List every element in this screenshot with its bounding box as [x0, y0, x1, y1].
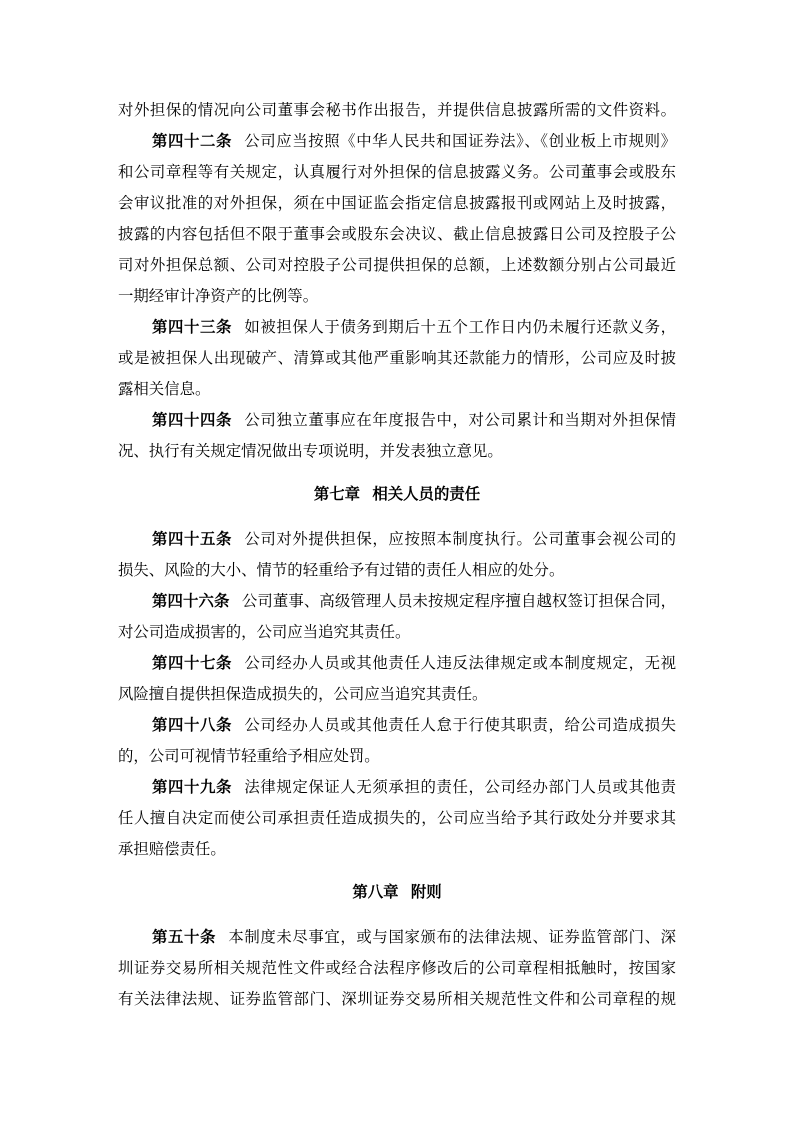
- article-text: 公司经办人员或其他责任人违反法律规定或本制度规定，无视: [244, 655, 676, 672]
- article-43-paragraph: [118, 312, 676, 405]
- article-line: [118, 772, 676, 803]
- article-number: 第四十五条: [152, 531, 233, 548]
- article-line: 的，公司可视情节轻重给予相应处罚。: [118, 748, 380, 765]
- article-line: [118, 524, 676, 555]
- article-text: 公司董事、高级管理人员未按规定程序擅自越权签订担保合同，: [241, 593, 676, 610]
- chapter-number: 第八章: [352, 884, 399, 901]
- article-line: 损失、风险的大小、情节的轻重给予有过错的责任人相应的处分。: [118, 562, 565, 579]
- article-line: 况、执行有关规定情况做出专项说明，并发表独立意见。: [118, 443, 503, 460]
- article-line: [118, 126, 676, 157]
- article-line: [118, 312, 676, 343]
- article-line: 会审议批准的对外担保，须在中国证监会指定信息披露报刊或网站上及时披露，: [118, 195, 676, 212]
- article-line: 有关法律法规、证券监管部门、深圳证券交易所相关规范性文件和公司章程的规: [118, 991, 676, 1008]
- chapter-title: 相关人员的责任: [372, 486, 481, 503]
- article-49-paragraph: [118, 772, 676, 865]
- article-line: 露相关信息。: [118, 381, 211, 398]
- article-line: [118, 710, 676, 741]
- article-line: 披露的内容包括但不限于董事会或股东会决议、截止信息披露日公司及控股子公: [118, 226, 676, 243]
- article-number: 第四十八条: [152, 717, 233, 734]
- article-number: 第四十六条: [152, 593, 230, 610]
- article-line: 和公司章程等有关规定，认真履行对外担保的信息披露义务。公司董事会或股东: [118, 164, 676, 181]
- article-47-paragraph: [118, 648, 676, 710]
- article-number: 第四十二条: [152, 133, 232, 150]
- article-50-paragraph: [118, 922, 676, 1015]
- article-number: 第四十九条: [152, 779, 233, 796]
- article-number: 第四十七条: [152, 655, 233, 672]
- article-line: 一期经审计净资产的比例等。: [118, 288, 319, 305]
- article-text: 法律规定保证人无须承担的责任，公司经办部门人员或其他责: [244, 779, 676, 796]
- article-line: 或是被担保人出现破产、清算或其他严重影响其还款能力的情形，公司应及时披: [118, 350, 676, 367]
- chapter-7-heading: [118, 479, 676, 510]
- article-line: 对公司造成损害的，公司应当追究其责任。: [118, 624, 411, 641]
- article-text: 公司经办人员或其他责任人怠于行使其职责，给公司造成损失: [244, 717, 676, 734]
- article-number: 第五十条: [152, 929, 217, 946]
- paragraph-line: 对外担保的情况向公司董事会秘书作出报告，并提供信息披露所需的文件资料。: [118, 102, 676, 119]
- article-text: 公司对外提供担保，应按照本制度执行。公司董事会视公司的: [244, 531, 676, 548]
- article-line: [118, 648, 676, 679]
- article-text: 如被担保人于债务到期后十五个工作日内仍未履行还款义务，: [244, 319, 676, 336]
- chapter-number: 第七章: [313, 486, 361, 503]
- article-line: [118, 405, 676, 436]
- article-line: 任人擅自决定而使公司承担责任造成损失的，公司应当给予其行政处分并要求其: [118, 810, 676, 827]
- chapter-title: 附则: [410, 884, 442, 901]
- article-line: 司对外担保总额、公司对控股子公司提供担保的总额，上述数额分别占公司最近: [118, 257, 676, 274]
- article-line: 承担赔偿责任。: [118, 841, 226, 858]
- article-42-paragraph: [118, 126, 676, 312]
- article-line: 风险擅自提供担保造成损失的，公司应当追究其责任。: [118, 686, 488, 703]
- article-text: 公司独立董事应在年度报告中，对公司累计和当期对外担保情: [244, 412, 676, 429]
- chapter-8-heading: [118, 877, 676, 908]
- intro-paragraph: [118, 95, 676, 126]
- article-text: 公司应当按照《中华人民共和国证券法》、《创业板上市规则》: [244, 133, 676, 150]
- article-46-paragraph: [118, 586, 676, 648]
- article-48-paragraph: [118, 710, 676, 772]
- article-45-paragraph: [118, 524, 676, 586]
- article-line: [118, 922, 676, 953]
- article-number: 第四十三条: [152, 319, 233, 336]
- article-number: 第四十四条: [152, 412, 233, 429]
- article-text: 本制度未尽事宜，或与国家颁布的法律法规、证券监管部门、深: [228, 929, 676, 946]
- article-line: [118, 586, 676, 617]
- article-line: 圳证券交易所相关规范性文件或经合法程序修改后的公司章程相抵触时，按国家: [118, 960, 676, 977]
- article-44-paragraph: [118, 405, 676, 467]
